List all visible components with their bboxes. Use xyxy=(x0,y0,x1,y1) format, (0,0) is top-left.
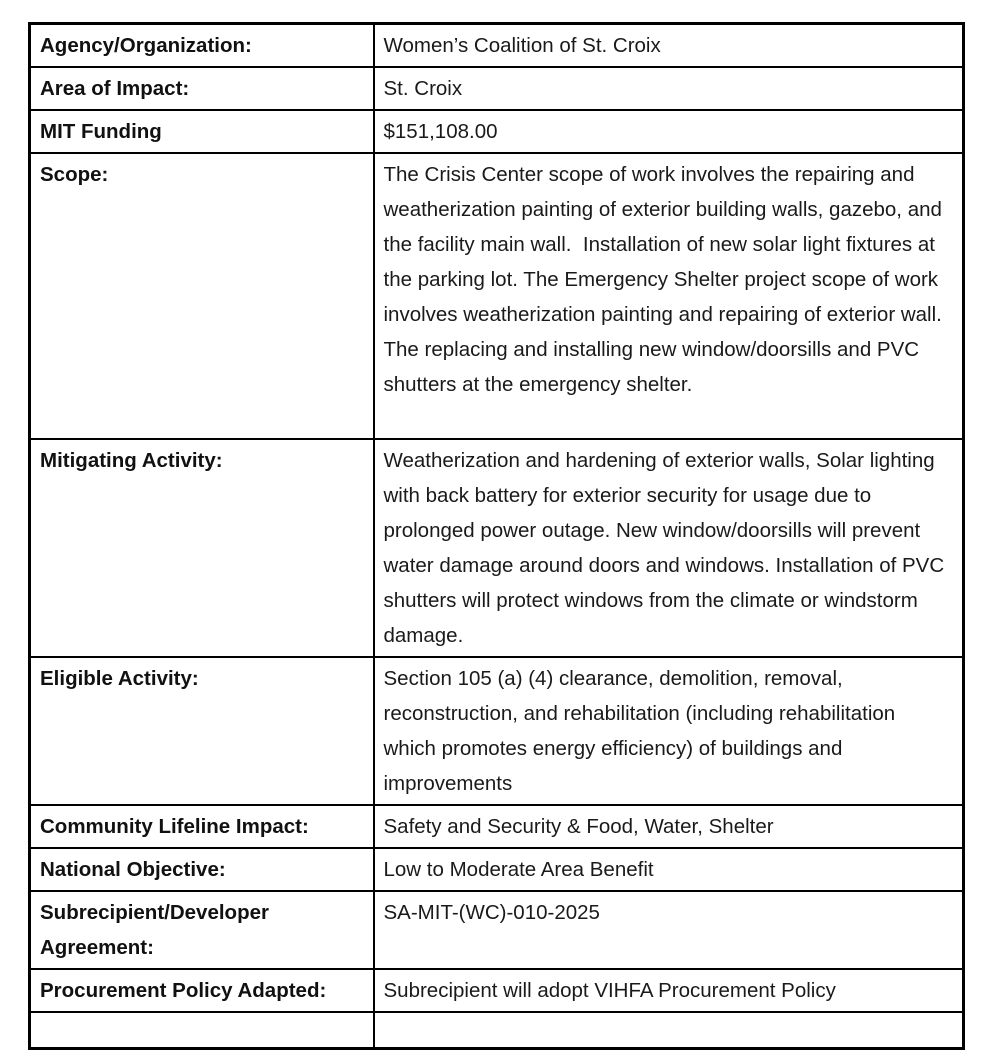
row-value-eligible-activity: Section 105 (a) (4) clearance, demolition, removal, reconstruction, and rehabilitation (including rehabilitation which promotes energy efficiency) of buildings and improvements xyxy=(374,657,964,805)
row-label-empty xyxy=(30,1012,374,1048)
row-value-mit-funding: $151,108.00 xyxy=(374,110,964,153)
row-label-procurement-policy: Procurement Policy Adapted: xyxy=(30,969,374,1012)
table-row-eligible-activity xyxy=(30,657,964,805)
row-label-area-of-impact: Area of Impact: xyxy=(30,67,374,110)
row-value-scope: The Crisis Center scope of work involves the repairing and weatherization painting of exterior building walls, gazebo, and the facility main wall. Installation of new solar light fixtures at the parking lot. The Emergency Shelter project scope of work involves weatherization painting and repairing of exterior wall. The replacing and installing new window/doorsills and PVC shutters at the emergency shelter. xyxy=(374,153,964,439)
row-label-scope: Scope: xyxy=(30,153,374,439)
row-label-eligible-activity: Eligible Activity: xyxy=(30,657,374,805)
table-row-procurement-policy xyxy=(30,969,964,1012)
row-label-mit-funding: MIT Funding xyxy=(30,110,374,153)
row-value-subrecipient-agreement: SA-MIT-(WC)-010-2025 xyxy=(374,891,964,969)
row-value-national-objective: Low to Moderate Area Benefit xyxy=(374,848,964,891)
row-label-national-objective: National Objective: xyxy=(30,848,374,891)
table-row-national-objective xyxy=(30,848,964,891)
table-row-empty xyxy=(30,1012,964,1048)
table-row-mitigating-activity xyxy=(30,439,964,657)
row-value-procurement-policy: Subrecipient will adopt VIHFA Procurement Policy xyxy=(374,969,964,1012)
row-label-subrecipient-agreement: Subrecipient/Developer Agreement: xyxy=(30,891,374,969)
table-row-agency xyxy=(30,24,964,68)
table-row-community-lifeline xyxy=(30,805,964,848)
row-value-community-lifeline: Safety and Security & Food, Water, Shelter xyxy=(374,805,964,848)
row-value-agency: Women’s Coalition of St. Croix xyxy=(374,24,964,68)
project-info-table xyxy=(28,22,965,1050)
table-row-mit-funding xyxy=(30,110,964,153)
row-label-agency: Agency/Organization: xyxy=(30,24,374,68)
table-row-area-of-impact xyxy=(30,67,964,110)
table-row-scope xyxy=(30,153,964,439)
table-row-subrecipient-agreement xyxy=(30,891,964,969)
row-label-mitigating-activity: Mitigating Activity: xyxy=(30,439,374,657)
row-value-mitigating-activity: Weatherization and hardening of exterior walls, Solar lighting with back battery for exterior security for usage due to prolonged power outage. New window/doorsills will prevent water damage around doors and windows. Installation of PVC shutters will protect windows from the climate or windstorm damage. xyxy=(374,439,964,657)
row-label-community-lifeline: Community Lifeline Impact: xyxy=(30,805,374,848)
row-value-empty xyxy=(374,1012,964,1048)
row-value-area-of-impact: St. Croix xyxy=(374,67,964,110)
